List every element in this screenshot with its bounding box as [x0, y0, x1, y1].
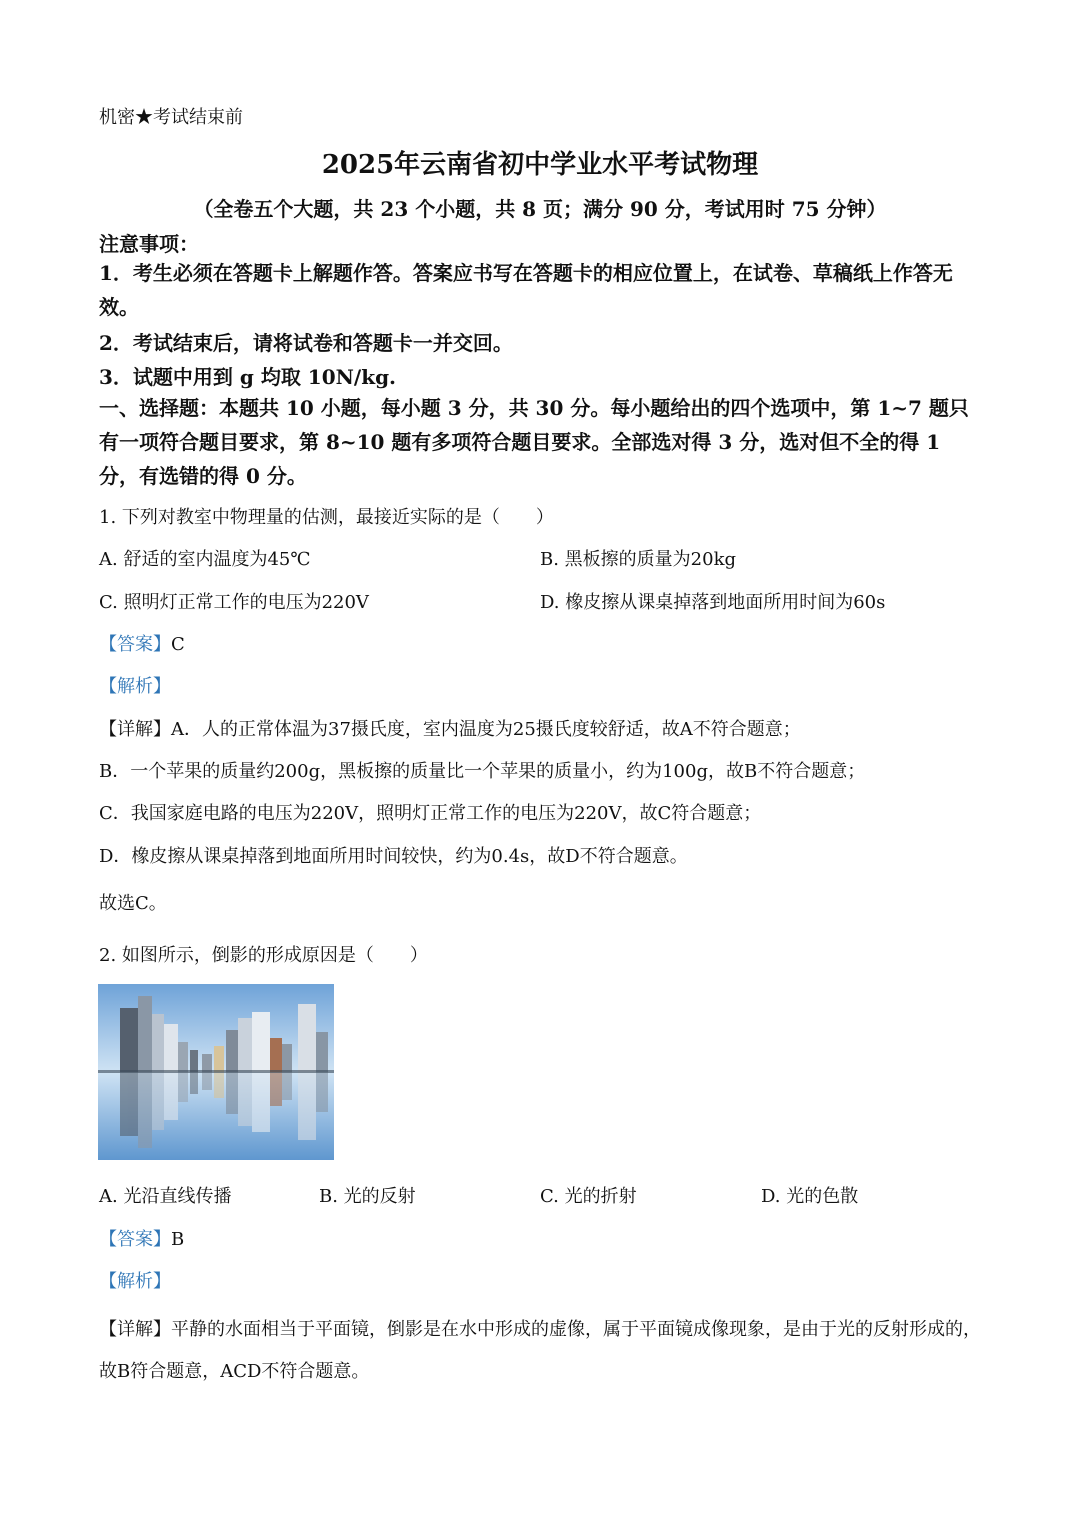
exam-title: 2025年云南省初中学业水平考试物理 — [321, 150, 759, 180]
q1-analysis-tag: 【解析】 — [99, 676, 171, 697]
answer-value: C — [171, 634, 185, 655]
city-skyline-reflection-image — [98, 984, 334, 1160]
q2-stem: 2. 如图所示，倒影的形成原因是（ ） — [99, 945, 428, 966]
q2-detail — [99, 1309, 981, 1393]
q1-detail-d: D．橡皮擦从课桌掉落到地面所用时间较快，约为0.4s，故D不符合题意。 — [99, 846, 688, 867]
q2-option-b: B. 光的反射 — [319, 1186, 416, 1207]
detail-text: 平静的水面相当于平面镜，倒影是在水中形成的虚像，属于平面镜成像现象，是由于光的反射形成的，故B符合题意，ACD不符合题意。 — [99, 1319, 981, 1382]
confidential-label: 机密★考试结束前 — [99, 107, 243, 128]
answer-tag: 【答案】 — [99, 634, 171, 655]
section-instructions: 一、选择题：本题共 10 小题，每小题 3 分，共 30 分。每小题给出的四个选项中，第 1~7 题只有一项符合题目要求，第 8~10 题有多项符合题目要求。全部选对得 3 分，选对但不全的得 1 分，有选错的得 0 分。 — [99, 396, 969, 488]
q1-detail-c: C．我国家庭电路的电压为220V，照明灯正常工作的电压为220V，故C符合题意； — [99, 803, 762, 824]
exam-subtitle: （全卷五个大题，共 23 个小题，共 8 页；满分 90 分，考试用时 75 分钟） — [193, 197, 887, 221]
q1-option-a: A. 舒适的室内温度为45℃ — [99, 549, 311, 570]
detail-tag: 【详解】 — [99, 1319, 171, 1340]
q1-option-d: D. 橡皮擦从课桌掉落到地面所用时间为60s — [540, 592, 886, 613]
q1-option-c: C. 照明灯正常工作的电压为220V — [99, 592, 369, 613]
answer-value: B — [171, 1229, 185, 1250]
detail-text: A．人的正常体温为37摄氏度，室内温度为25摄氏度较舒适，故A不符合题意； — [171, 719, 801, 740]
q1-detail-b: B．一个苹果的质量约200g，黑板擦的质量比一个苹果的质量小，约为100g，故B不符合题意； — [99, 761, 866, 782]
q2-analysis-tag: 【解析】 — [99, 1271, 171, 1292]
q2-option-c: C. 光的折射 — [540, 1186, 637, 1207]
q1-detail-a — [99, 715, 801, 741]
q2-option-a: A. 光沿直线传播 — [99, 1186, 232, 1207]
notes-heading: 注意事项： — [99, 232, 199, 256]
answer-tag: 【答案】 — [99, 1229, 171, 1250]
detail-tag: 【详解】 — [99, 719, 171, 740]
q2-answer — [99, 1225, 184, 1251]
q1-answer — [99, 630, 185, 656]
note-item-1: 1．考生必须在答题卡上解题作答。答案应书写在答题卡的相应位置上，在试卷、草稿纸上作答无效。 — [99, 261, 953, 319]
q2-option-d: D. 光的色散 — [761, 1186, 859, 1207]
q1-stem: 1. 下列对教室中物理量的估测，最接近实际的是（ ） — [99, 507, 554, 528]
note-item-2: 2．考试结束后，请将试卷和答题卡一并交回。 — [99, 331, 513, 355]
q1-option-b: B. 黑板擦的质量为20kg — [540, 549, 737, 570]
q1-conclusion: 故选C。 — [99, 893, 167, 914]
note-item-3: 3．试题中用到 g 均取 10N/kg. — [99, 365, 397, 389]
